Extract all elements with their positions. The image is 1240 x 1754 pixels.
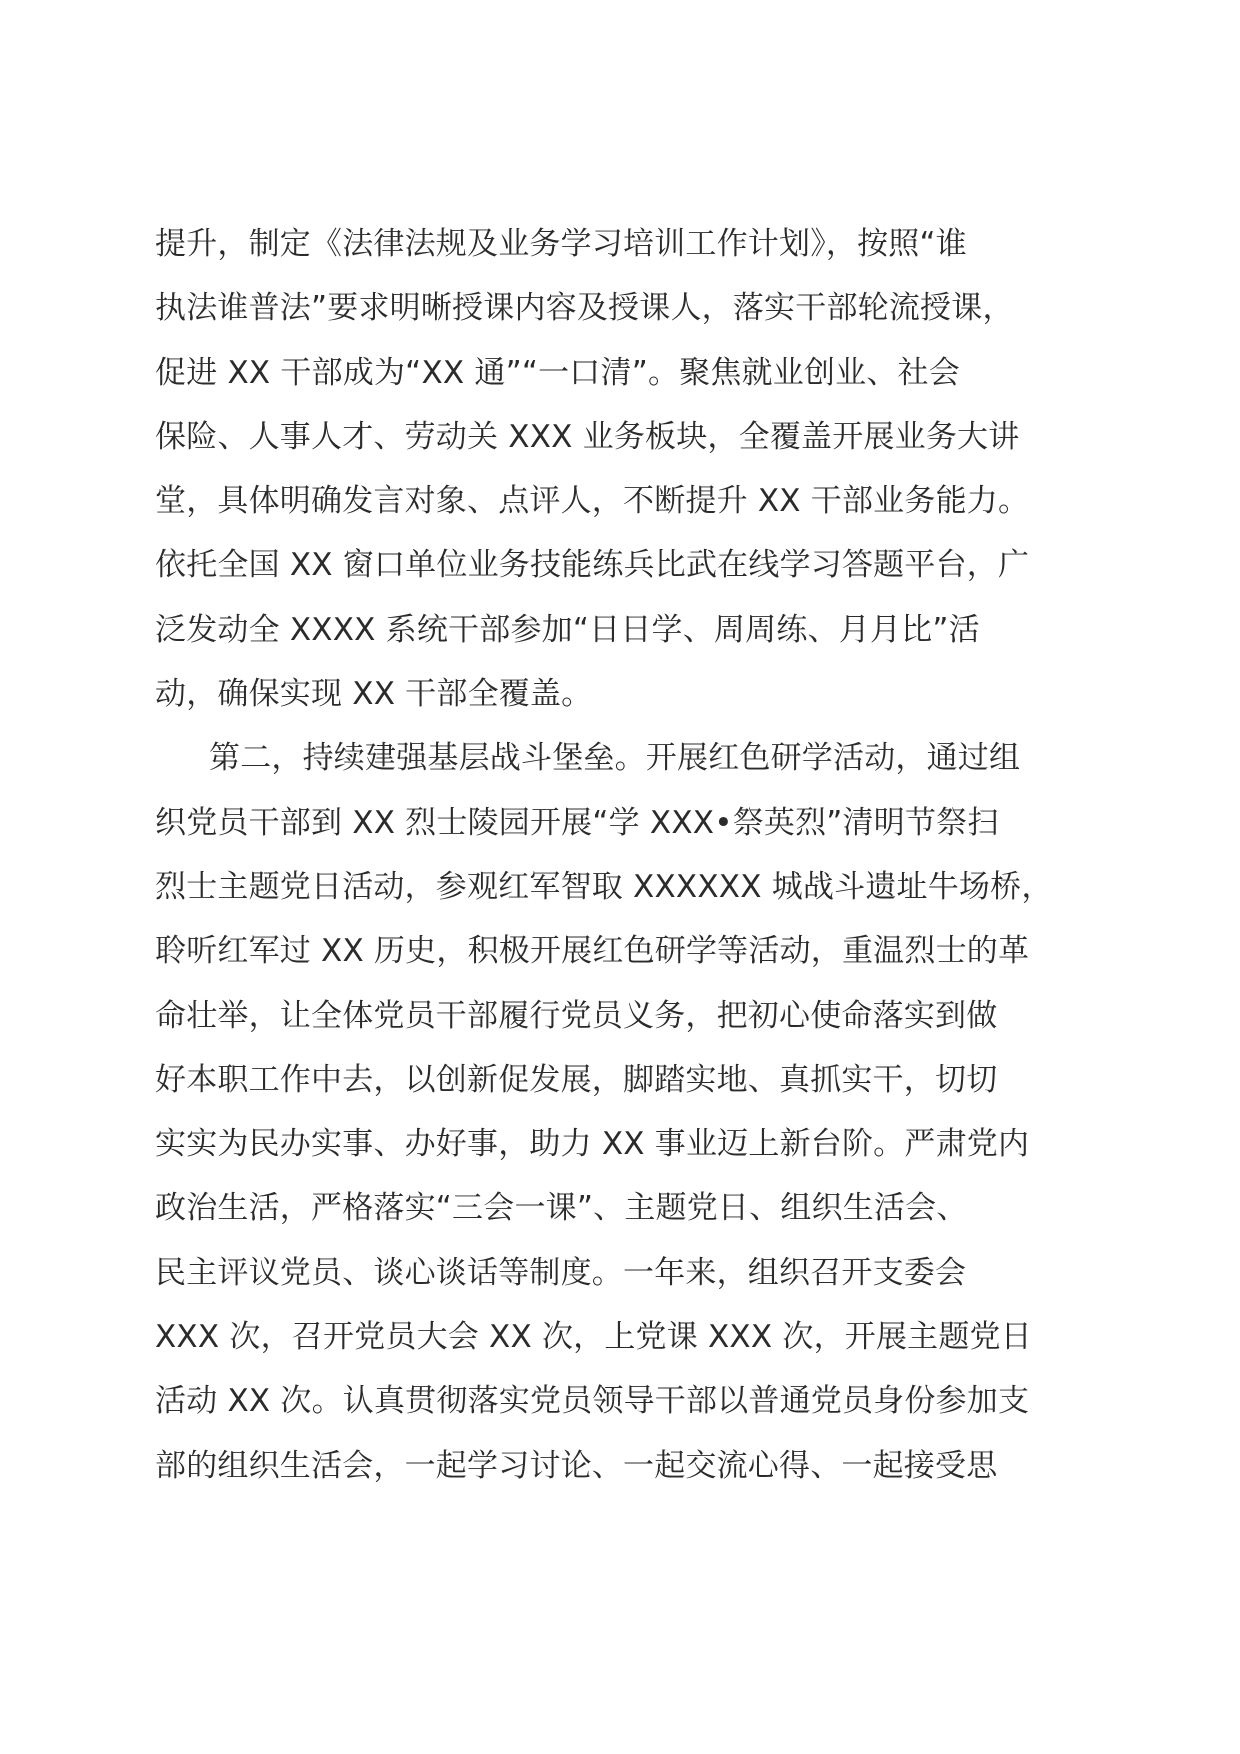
text-line: 民主评议党员、谈心谈话等制度。一年来，组织召开支委会 <box>155 1254 967 1291</box>
text-line: 促进 XX 干部成为“XX 通”“一口清”。聚焦就业创业、社会 <box>155 354 960 391</box>
paragraph-first-line: 第二，持续建强基层战斗堡垒。开展红色研学活动，通过组 <box>209 740 1021 777</box>
text-line: XXX 次，召开党员大会 XX 次，上党课 XXX 次，开展主题党日 <box>155 1319 1032 1356</box>
text-line: 堂，具体明确发言对象、点评人，不断提升 XX 干部业务能力。 <box>155 483 1030 520</box>
document-body <box>155 212 1095 1498</box>
text-line: 部的组织生活会，一起学习讨论、一起交流心得、一起接受思 <box>155 1447 998 1484</box>
text-line: 政治生活，严格落实“三会一课”、主题党日、组织生活会、 <box>155 1190 968 1227</box>
text-line: 依托全国 XX 窗口单位业务技能练兵比武在线学习答题平台，广 <box>155 547 1030 584</box>
text-line: 好本职工作中去，以创新促发展，脚踏实地、真抓实干，切切 <box>155 1061 998 1098</box>
text-line: 提升，制定《法律法规及业务学习培训工作计划》，按照“谁 <box>155 226 967 262</box>
text-line: 烈士主题党日活动，参观红军智取 XXXXXX 城战斗遗址牛场桥， <box>155 868 1053 905</box>
text-line: 实实为民办实事、办好事，助力 XX 事业迈上新台阶。严肃党内 <box>155 1126 1030 1163</box>
text-line: 动，确保实现 XX 干部全覆盖。 <box>155 676 593 713</box>
text-line: 命壮举，让全体党员干部履行党员义务，把初心使命落实到做 <box>155 997 998 1034</box>
text-line: 织党员干部到 XX 烈士陵园开展“学 XXX•祭英烈”清明节祭扫 <box>155 804 999 841</box>
text-line: 泛发动全 XXXX 系统干部参加“日日学、周周练、月月比”活 <box>155 611 980 648</box>
text-line: 执法谁普法”要求明晰授课内容及授课人，落实干部轮流授课， <box>155 290 1014 327</box>
text-line: 聆听红军过 XX 历史，积极开展红色研学等活动，重温烈士的革 <box>155 933 1030 970</box>
text-line: 活动 XX 次。认真贯彻落实党员领导干部以普通党员身份参加支 <box>155 1383 1030 1420</box>
text-line: 保险、人事人才、劳动关 XXX 业务板块，全覆盖开展业务大讲 <box>155 418 1020 455</box>
